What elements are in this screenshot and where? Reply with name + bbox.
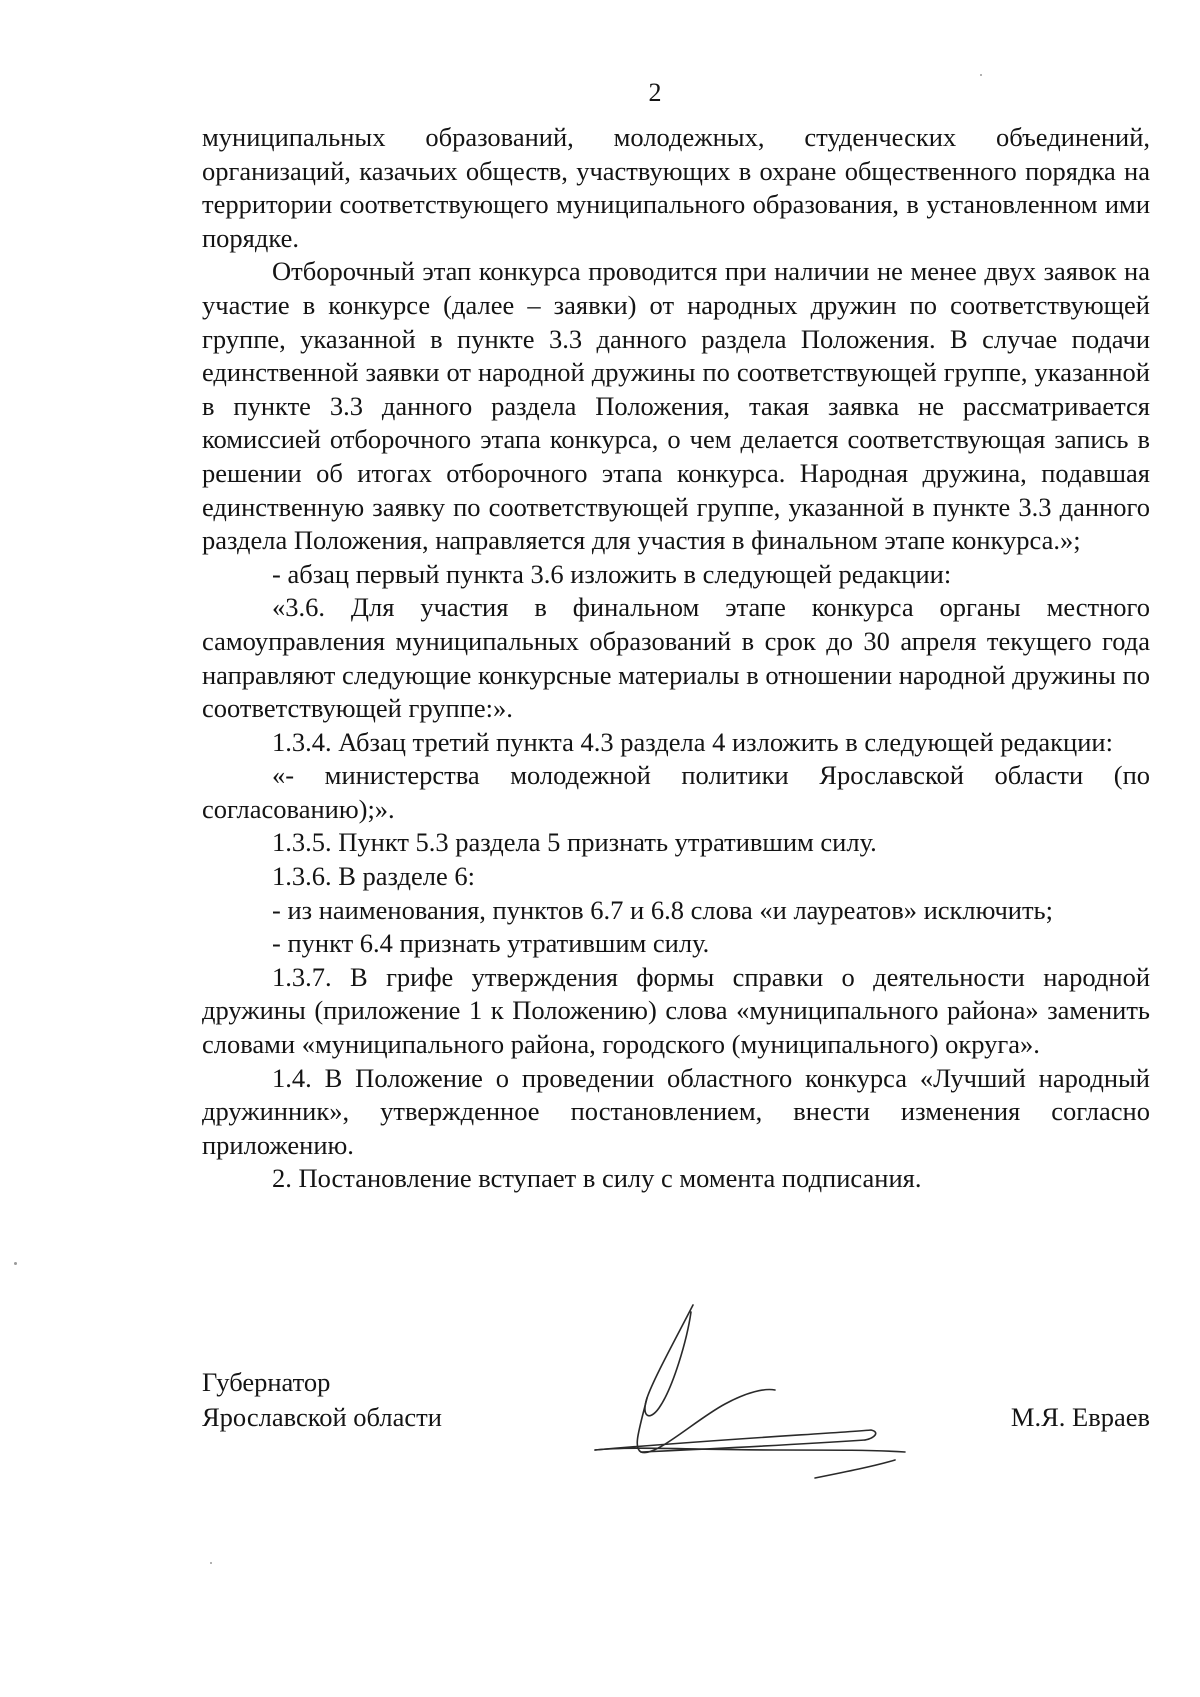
paragraph-6-4-void: - пункт 6.4 признать утратившим силу.	[272, 928, 710, 959]
signatory-position	[202, 1365, 442, 1435]
scan-speck	[210, 1562, 212, 1564]
paragraph-1-3-6: 1.3.6. В разделе 6:	[272, 861, 476, 892]
handwritten-signature	[575, 1300, 955, 1480]
paragraph-1-3-4: 1.3.4. Абзац третий пункта 4.3 раздела 4 изложить в следующей редакции:	[272, 726, 1113, 757]
paragraph-1-3-7: 1.3.7. В грифе утверждения формы справки о деятельности народной дружины (приложение 1 к Положению) слова «муниципального района» заменить словами «муниципального района, городского (муниципального) округа».	[202, 961, 1150, 1060]
paragraph-selection-stage: Отборочный этап конкурса проводится при наличии не менее двух заявок на участие в конкурсе (далее – заявки) от народных дружин по соответствующей группе, указанной в пункте 3.3 данного раздела Положения. В случае подачи единственной заявки от народной дружины по соответствующей группе, указанной в пункте 3.3 данного раздела Положения, такая заявка не рассматривается комиссией отборочного этапа конкурса, о чем делается соответствующая запись в решении об итогах отборочного этапа конкурса. Народная дружина, подавшая единственную заявку по соответствующей группе, указанной в пункте 3.3 данного раздела Положения, направляется для участия в финальном этапе конкурса.»;	[202, 256, 1150, 556]
page-number: 2	[648, 78, 662, 107]
signatory-position-line1: Губернатор	[202, 1367, 331, 1397]
document-body	[202, 121, 1150, 1196]
scan-speck	[980, 74, 982, 76]
paragraph-amend-3-6: - абзац первый пункта 3.6 изложить в следующей редакции:	[272, 558, 952, 589]
paragraph-ministry-quote: «- министерства молодежной политики Ярославской области (по согласованию);».	[202, 760, 1150, 824]
paragraph-laureates-removal: - из наименования, пунктов 6.7 и 6.8 слова «и лауреатов» исключить;	[272, 894, 1053, 925]
paragraph-3-6-text: «3.6. Для участия в финальном этапе конкурса органы местного самоуправления муниципальных образований в срок до 30 апреля текущего года направляют следующие конкурсные материалы в отношении народной дружины по соответствующей группе:».	[202, 592, 1150, 724]
paragraph-1-4: 1.4. В Положение о проведении областного конкурса «Лучший народный дружинник», утвержденное постановлением, внести изменения согласно приложению.	[202, 1062, 1150, 1160]
paragraph-continuation: муниципальных образований, молодежных, студенческих объединений, организаций, казачьих обществ, участвующих в охране общественного порядка на территории соответствующего муниципального образования, в установленном ими порядке.	[202, 122, 1150, 253]
scan-speck	[14, 1262, 17, 1265]
signatory-position-line2: Ярославской области	[202, 1402, 442, 1432]
signatory-name: М.Я. Евраев	[1010, 1402, 1150, 1432]
paragraph-1-3-5: 1.3.5. Пункт 5.3 раздела 5 признать утратившим силу.	[272, 827, 877, 858]
paragraph-effective-date: 2. Постановление вступает в силу с момента подписания.	[272, 1163, 922, 1194]
